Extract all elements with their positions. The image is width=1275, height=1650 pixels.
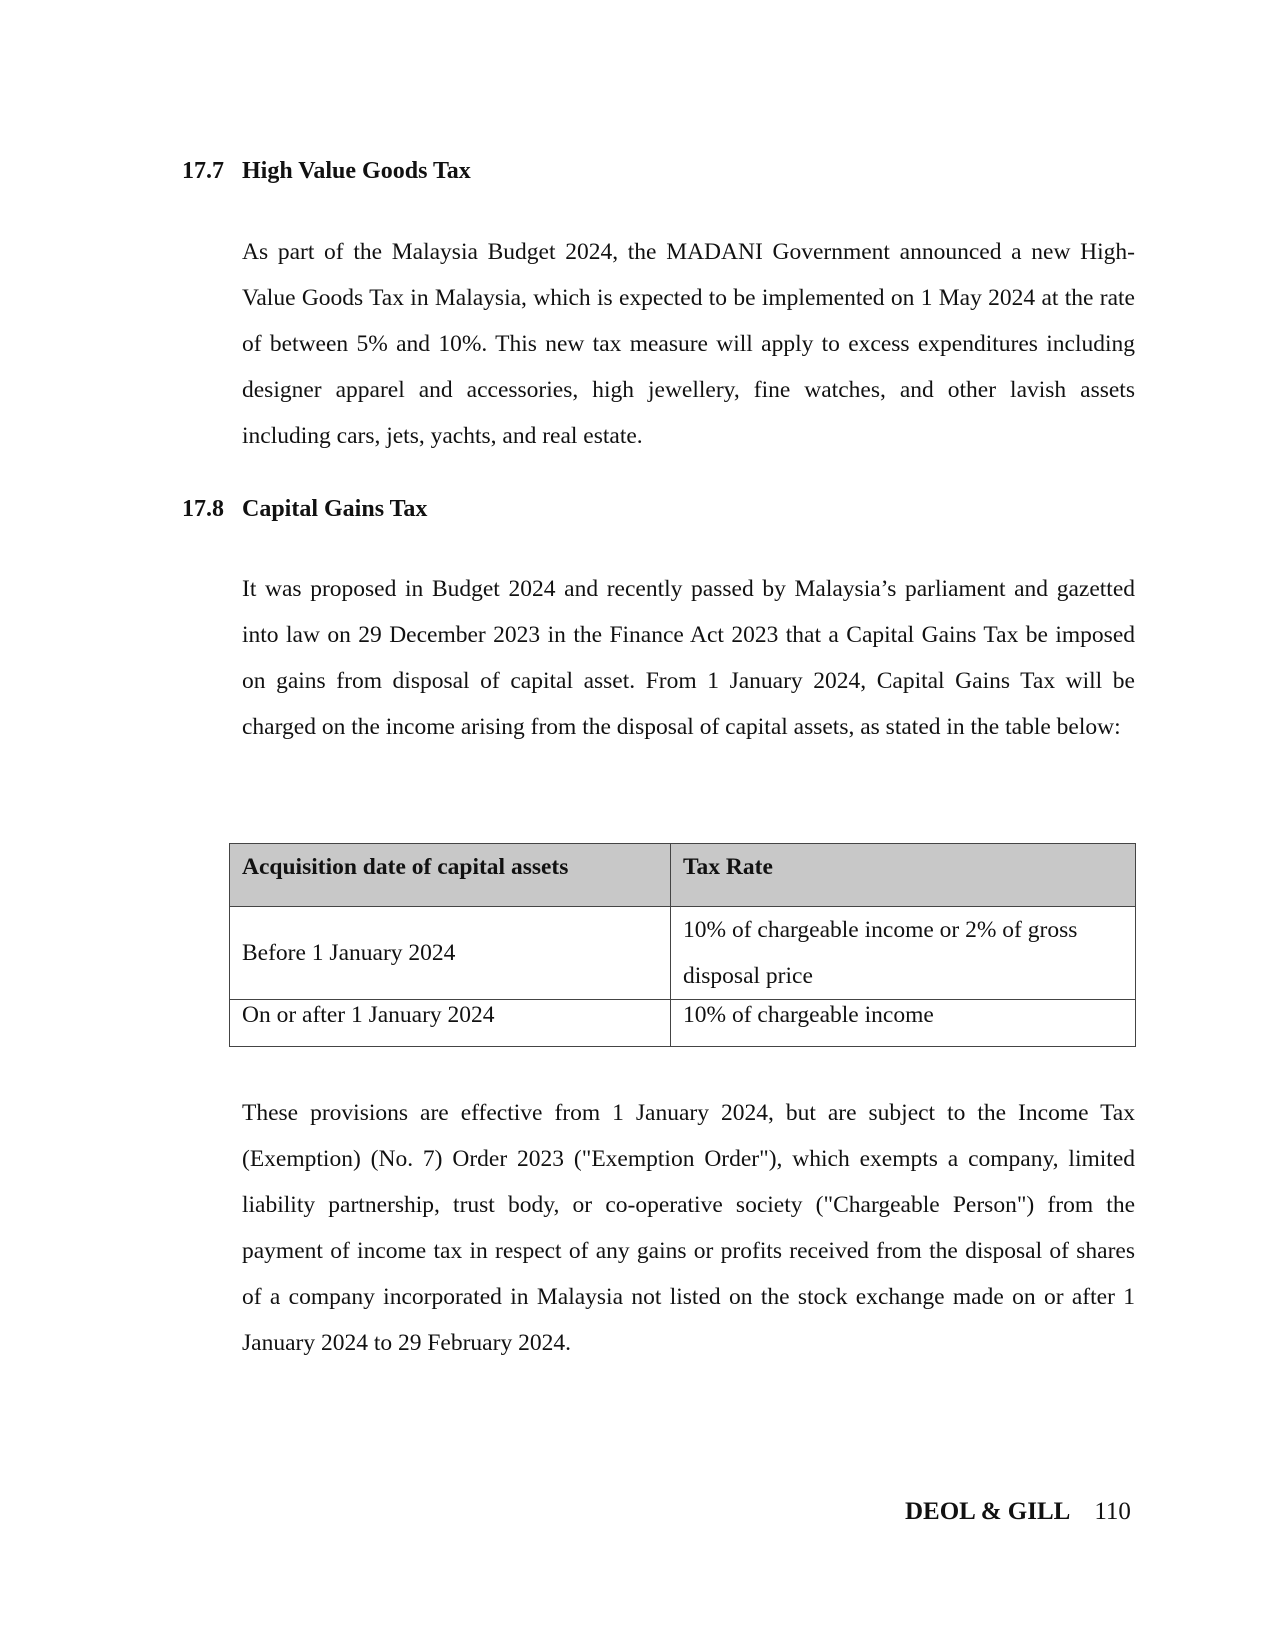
capital-gains-tax-paragraph: It was proposed in Budget 2024 and recently passed by Malaysia’s parliament and gazetted into law on 29 December 2023 in the Finance Act 2023 that a Capital Gains Tax be imposed on gains from disposal of capital asset. From 1 January 2024, Capital Gains Tax will be charged on the income arising from the disposal of capital assets, as stated in the table below: [242, 576, 1135, 740]
table-cell-tax-rate: 10% of chargeable income or 2% of gross disposal price [671, 907, 1136, 1000]
table-row [230, 907, 1136, 1000]
table-cell-acquisition-date: On or after 1 January 2024 [230, 1000, 671, 1047]
page-footer [905, 1498, 1131, 1526]
section-title: High Value Goods Tax [242, 158, 471, 184]
table-row [230, 1000, 1136, 1047]
section-heading-17-7 [182, 158, 471, 185]
table-header-acquisition-date: Acquisition date of capital assets [230, 844, 671, 907]
high-value-goods-tax-paragraph: As part of the Malaysia Budget 2024, the MADANI Government announced a new High-Value Goods Tax in Malaysia, which is expected to be implemented on 1 May 2024 at the rate of between 5% and 10%. This new tax measure will apply to excess expenditures including designer apparel and accessories, high jewellery, fine watches, and other lavish assets including cars, jets, yachts, and real estate. [242, 239, 1135, 449]
capital-gains-tax-rate-table [229, 843, 1136, 1047]
table-cell-acquisition-date: Before 1 January 2024 [230, 907, 671, 1000]
section-number: 17.7 [182, 158, 224, 184]
table-header-tax-rate: Tax Rate [671, 844, 1136, 907]
table-header-row [230, 844, 1136, 907]
table-cell-tax-rate: 10% of chargeable income [671, 1000, 1136, 1047]
section-title: Capital Gains Tax [242, 496, 428, 522]
exemption-order-paragraph: These provisions are effective from 1 January 2024, but are subject to the Income Tax (Exemption) (No. 7) Order 2023 ("Exemption Order"), which exempts a company, limited liability partnership, trust body, or co-operative society ("Chargeable Person") from the payment of income tax in respect of any gains or profits received from the disposal of shares of a company incorporated in Malaysia not listed on the stock exchange made on or after 1 January 2024 to 29 February 2024. [242, 1100, 1135, 1356]
firm-name: DEOL & GILL [905, 1498, 1071, 1525]
section-heading-17-8 [182, 496, 427, 523]
page-number: 110 [1094, 1498, 1131, 1525]
section-number: 17.8 [182, 496, 224, 522]
